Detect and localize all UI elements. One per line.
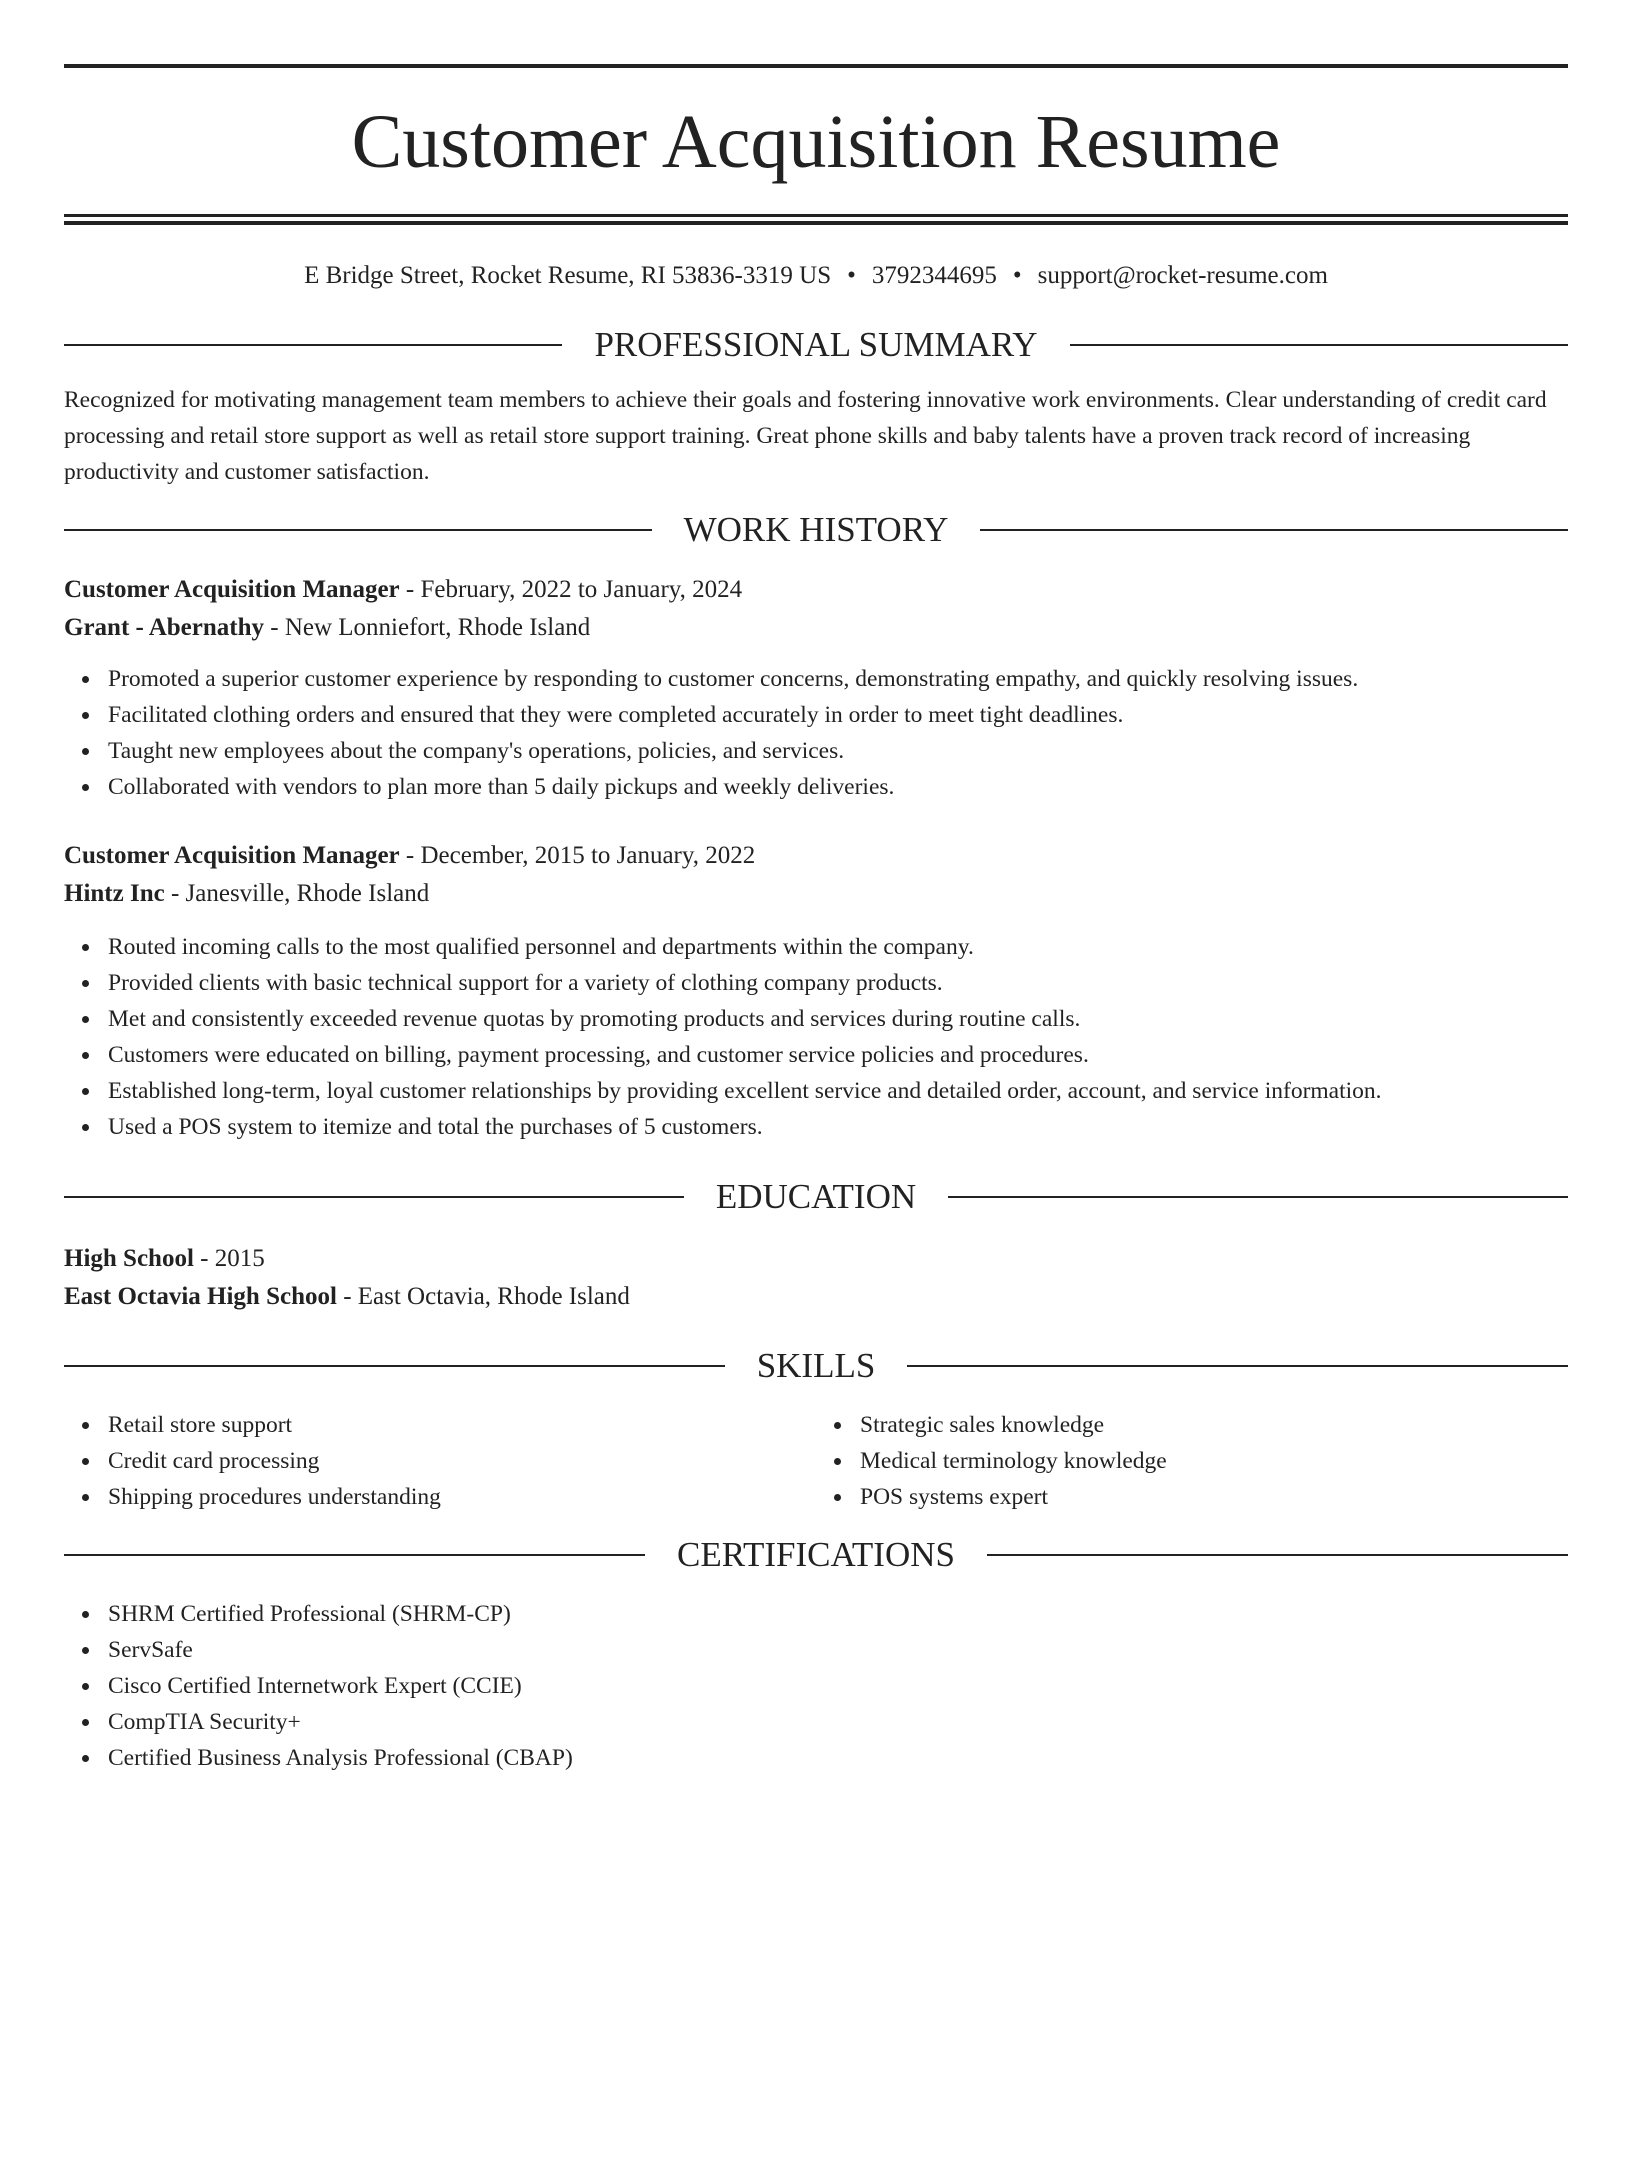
list-item: Promoted a superior customer experience by responding to customer concerns, demonstrating empathy, and quickly resolving issues. [108,661,1568,697]
list-item: Customers were educated on billing, payment processing, and customer service policies and procedures. [108,1037,1568,1073]
section-heading-certifications [64,1537,1568,1572]
contact-separator: • [1012,262,1022,289]
education-school-line [64,1278,1568,1316]
section-heading-label: EDUCATION [715,1177,917,1216]
section-heading-summary [64,327,1568,362]
contact-line [64,261,1568,291]
skill-item: POS systems expert [860,1479,1568,1515]
certification-item: CompTIA Security+ [108,1704,1568,1740]
skill-item: Credit card processing [108,1443,816,1479]
contact-phone: 3792344695 [871,262,997,289]
list-item: Routed incoming calls to the most qualified personnel and departments within the company. [108,929,1568,965]
section-heading-work-history [64,512,1568,547]
section-heading-label: SKILLS [756,1346,876,1385]
job-dates: - December, 2015 to January, 2022 [399,842,756,869]
job-location: - New Lonniefort, Rhode Island [264,614,591,641]
certification-item: ServSafe [108,1632,1568,1668]
certification-item: SHRM Certified Professional (SHRM-CP) [108,1596,1568,1632]
job-title-line [64,571,1568,609]
summary-text: Recognized for motivating management team members to achieve their goals and fostering innovative work environments. Clear understanding of credit card processing and retail store support as well as retail store support training. Great phone skills and baby talents have a proven track record of increasing productivity and customer satisfaction. [64,387,1547,485]
skill-item: Medical terminology knowledge [860,1443,1568,1479]
education-year: - 2015 [193,1245,265,1272]
education-location: - East Octavia, Rhode Island [336,1283,630,1310]
list-item: Taught new employees about the company's operations, policies, and services. [108,733,1568,769]
certification-item: Certified Business Analysis Professional (CBAP) [108,1740,1568,1776]
job-company-line [64,609,1568,647]
list-item: Met and consistently exceeded revenue quotas by promoting products and services during routine calls. [108,1001,1568,1037]
skill-item: Shipping procedures understanding [108,1479,816,1515]
job-title-line [64,837,1568,875]
job-bullets [64,929,1568,1145]
resume-page [0,64,1632,2176]
list-item: Provided clients with basic technical support for a variety of clothing company products. [108,965,1568,1001]
contact-email[interactable]: support@rocket-resume.com [1037,262,1328,289]
contact-address: E Bridge Street, Rocket Resume, RI 53836-3319 US [304,262,832,289]
skills-column-left [64,1407,816,1515]
job-company: Grant - Abernathy [64,614,264,641]
title-double-rule [64,214,1568,225]
certification-item: Cisco Certified Internetwork Expert (CCIE) [108,1668,1568,1704]
job-company: Hintz Inc [64,880,165,907]
list-item: Used a POS system to itemize and total the purchases of 5 customers. [108,1109,1568,1145]
list-item: Collaborated with vendors to plan more than 5 daily pickups and weekly deliveries. [108,769,1568,805]
education-school: East Octavia High School [64,1283,337,1310]
skill-item: Retail store support [108,1407,816,1443]
certifications-list [64,1596,1568,1776]
job-location: - Janesville, Rhode Island [164,880,430,907]
education-degree: High School [64,1245,194,1272]
resume-title: Customer Acquisition Resume [351,100,1281,184]
section-heading-skills [64,1348,1568,1383]
contact-separator: • [847,262,856,289]
education-entry [64,1240,1568,1316]
job-bullets [64,661,1568,805]
list-item: Facilitated clothing orders and ensured that they were completed accurately in order to meet tight deadlines. [108,697,1568,733]
skills-grid [64,1407,1568,1515]
job-entry [64,837,1568,1145]
section-heading-label: PROFESSIONAL SUMMARY [594,325,1038,364]
section-heading-label: WORK HISTORY [683,510,949,549]
job-title: Customer Acquisition Manager [64,842,400,869]
list-item: Established long-term, loyal customer relationships by providing excellent service and detailed order, account, and service information. [108,1073,1568,1109]
education-degree-line [64,1240,1568,1278]
job-company-line [64,875,1568,913]
skills-column-right [816,1407,1568,1515]
section-heading-education [64,1179,1568,1214]
job-entry [64,571,1568,805]
job-dates: - February, 2022 to January, 2024 [399,576,743,603]
job-title: Customer Acquisition Manager [64,576,400,603]
section-heading-label: CERTIFICATIONS [677,1535,955,1574]
skill-item: Strategic sales knowledge [860,1407,1568,1443]
